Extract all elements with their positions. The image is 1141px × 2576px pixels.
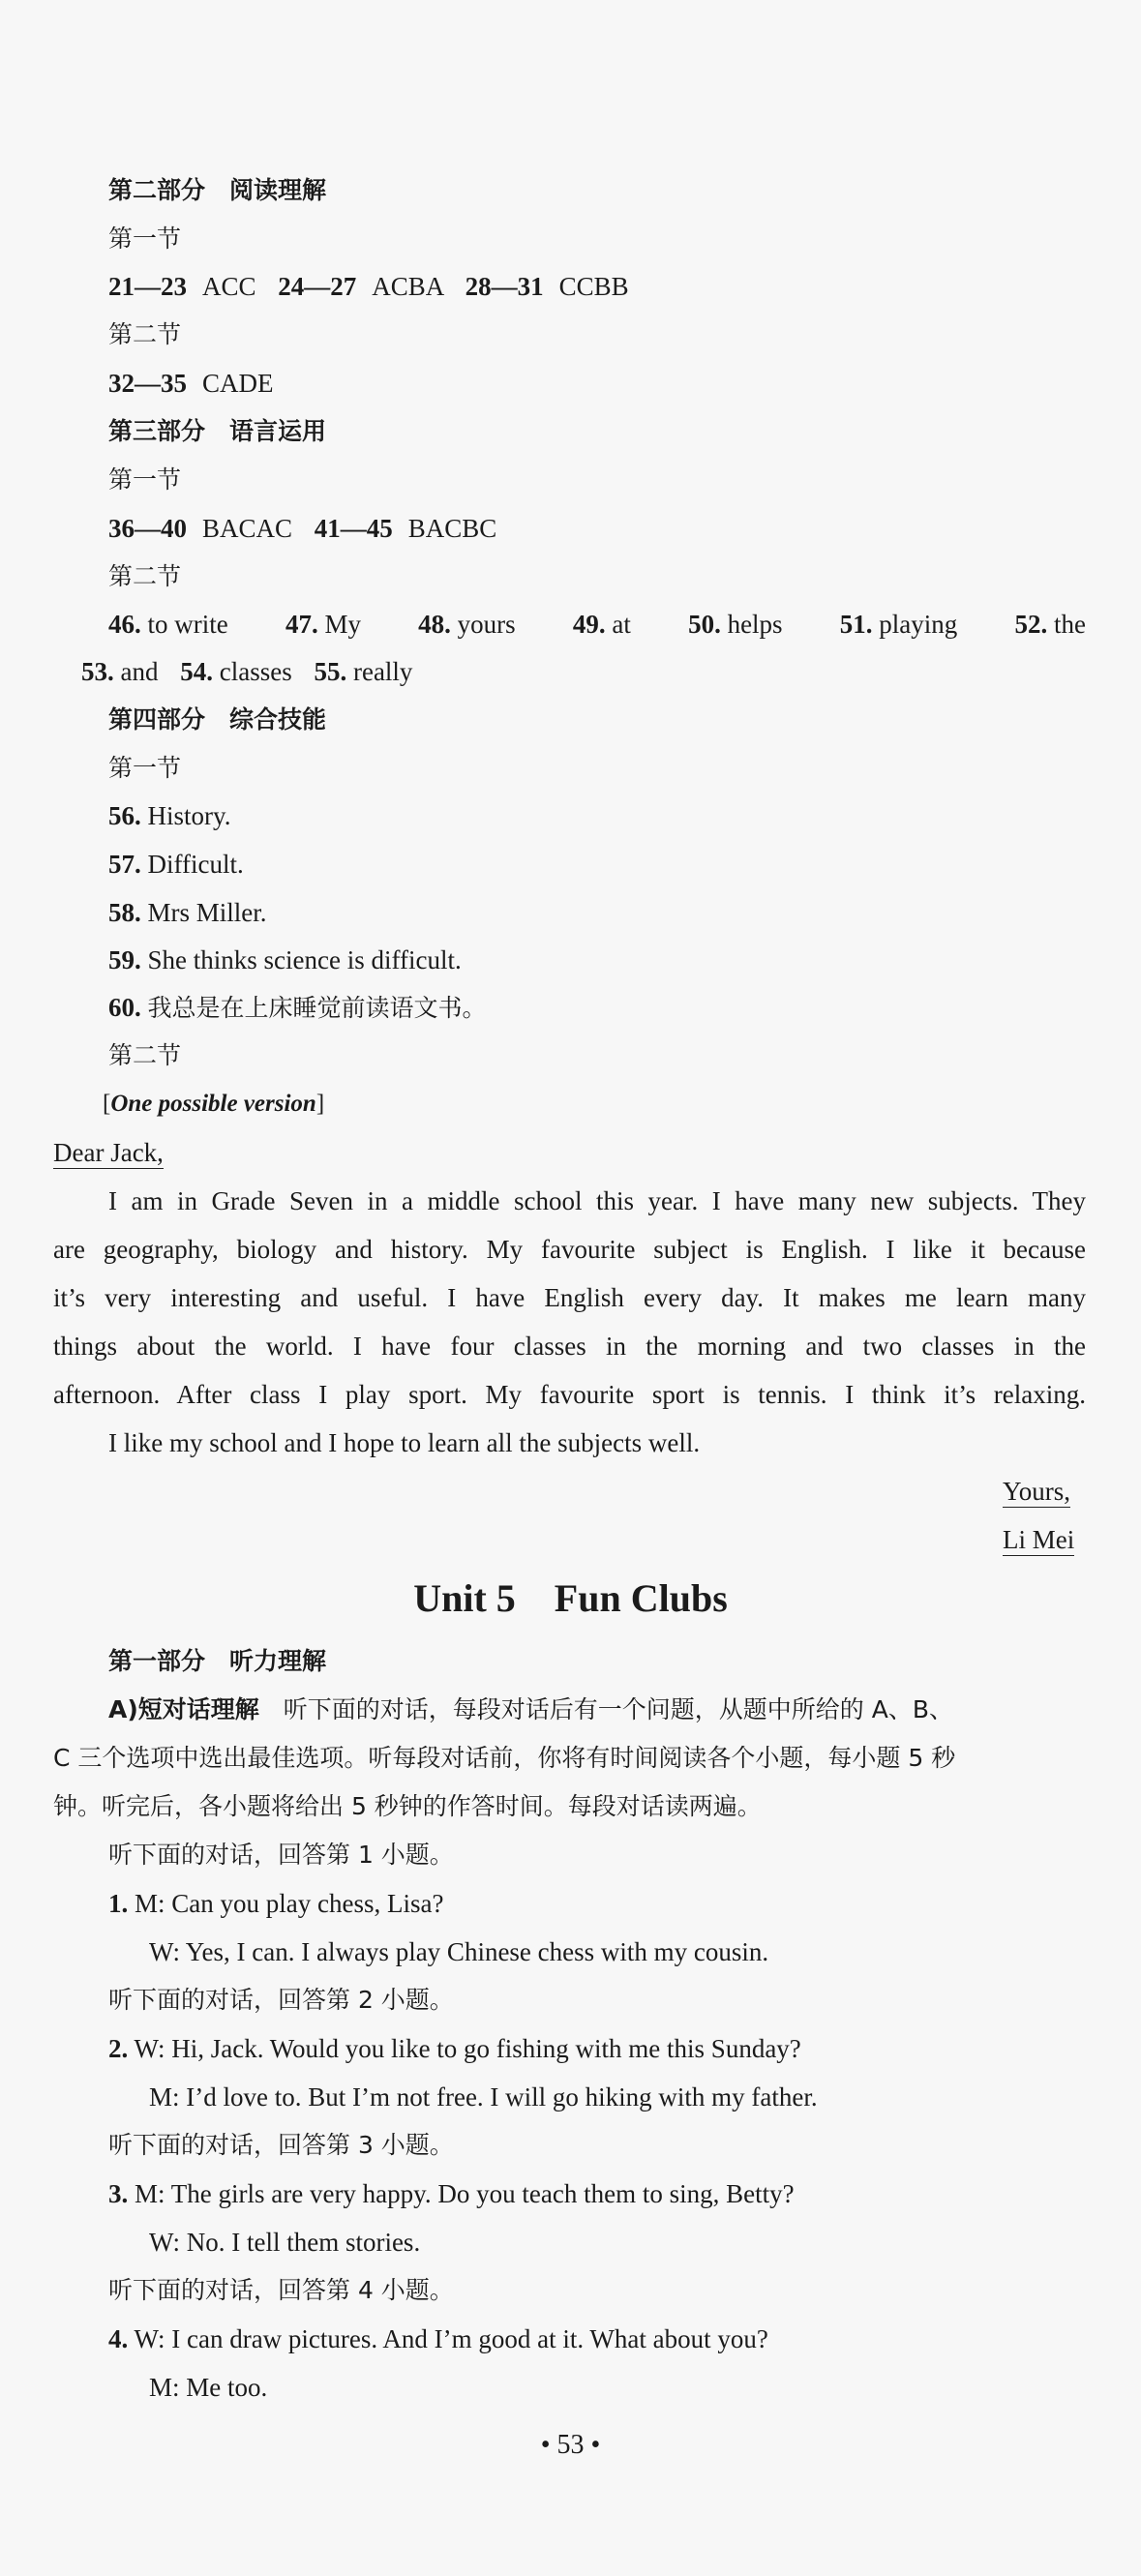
answer-item: 56. History. [108, 801, 231, 830]
dialog-intro: 听下面的对话，回答第 3 小题。 [108, 2131, 454, 2159]
instruction-line: 钟。听完后，各小题将给出 5 秒钟的作答时间。每段对话读两遍。 [53, 1792, 762, 1820]
letter-line: afternoon. After class I play sport. My favourite sport is tennis. I think it’s relaxing. [53, 1380, 1086, 1409]
part3-heading: 第三部分 语言运用 [108, 417, 327, 445]
answer-item: 59. She thinks science is difficult. [108, 945, 462, 974]
letter-line: things about the world. I have four classes in the morning and two classes in the [53, 1332, 1086, 1361]
answer-range: 28—31 [465, 272, 544, 301]
dialog-line: 4. W: I can draw pictures. And I’m good at it. What about you? [108, 2324, 768, 2353]
answer-value: CCBB [558, 272, 629, 301]
part2-heading: 第二部分 阅读理解 [108, 176, 327, 204]
letter-line: I am in Grade Seven in a middle school this year. I have many new subjects. They [108, 1186, 1086, 1215]
dialog-line: M: I’d love to. But I’m not free. I will go hiking with my father. [149, 2082, 818, 2112]
dialog-intro: 听下面的对话，回答第 1 小题。 [108, 1841, 454, 1869]
fill-item: 55. really [314, 657, 413, 686]
part3-fill-row1 [108, 608, 1086, 641]
fill-item: 50. helps [688, 610, 783, 639]
part2-section1: 第一节 [108, 225, 182, 253]
answer-value: ACBA [372, 272, 443, 301]
part4-section2: 第二节 [108, 1041, 182, 1069]
answer-range: 24—27 [278, 272, 357, 301]
fill-item: 46. to write [108, 610, 228, 639]
letter-closing: Yours, [1003, 1477, 1071, 1506]
fill-item: 54. classes [180, 657, 292, 686]
fill-item: 52. the [1014, 610, 1086, 639]
answer-value: ACC [202, 272, 256, 301]
letter-line: I like my school and I hope to learn all the subjects well. [108, 1428, 701, 1457]
dialog-intro: 听下面的对话，回答第 2 小题。 [108, 1986, 454, 2014]
letter-salutation: Dear Jack, [53, 1138, 164, 1167]
answer-value: BACBC [407, 514, 497, 543]
instruction-line: A)短对话理解 听下面的对话，每段对话后有一个问题，从题中所给的 A、B、 [108, 1695, 953, 1723]
unit-title: Unit 5 Fun Clubs [413, 1576, 728, 1620]
part3-section2: 第二节 [108, 562, 182, 590]
page-number: • 53 • [540, 2430, 601, 2460]
fill-item: 53. and [81, 657, 159, 686]
answer-range: 21—23 [108, 272, 187, 301]
dialog-line: 3. M: The girls are very happy. Do you teach them to sing, Betty? [108, 2179, 795, 2208]
part2-answers-row2 [108, 367, 274, 400]
fill-item: 49. at [572, 610, 631, 639]
unit-part1-heading: 第一部分 听力理解 [108, 1647, 327, 1675]
part3-fill-row2 [81, 655, 412, 688]
answer-item: 58. Mrs Miller. [108, 898, 267, 927]
part3-answers-row1 [108, 512, 496, 545]
dialog-line: W: Yes, I can. I always play Chinese chess with my cousin. [149, 1937, 769, 1966]
dialog-line: 2. W: Hi, Jack. Would you like to go fishing with me this Sunday? [108, 2034, 801, 2063]
answer-value: BACAC [202, 514, 293, 543]
fill-item: 47. My [285, 610, 361, 639]
dialog-intro: 听下面的对话，回答第 4 小题。 [108, 2276, 454, 2304]
answer-item: 60. 我总是在上床睡觉前读语文书。 [108, 993, 487, 1022]
part2-answers-row1 [108, 270, 629, 303]
answer-range: 36—40 [108, 514, 187, 543]
dialog-line: 1. M: Can you play chess, Lisa? [108, 1889, 444, 1918]
fill-item: 48. yours [418, 610, 516, 639]
part4-section1: 第一节 [108, 754, 182, 782]
answer-range: 32—35 [108, 369, 187, 398]
instruction-line: C 三个选项中选出最佳选项。听每段对话前，你将有时间阅读各个小题，每小题 5 秒 [53, 1744, 956, 1772]
dialog-line: M: Me too. [149, 2373, 268, 2402]
part2-section2: 第二节 [108, 320, 182, 348]
dialog-line: W: No. I tell them stories. [149, 2228, 421, 2257]
letter-signature: Li Mei [1003, 1525, 1075, 1554]
fill-item: 51. playing [839, 610, 958, 639]
letter-line: it’s very interesting and useful. I have English every day. It makes me learn many [53, 1283, 1086, 1312]
version-label: [One possible version] [103, 1091, 325, 1117]
answer-value: CADE [202, 369, 274, 398]
answer-item: 57. Difficult. [108, 850, 244, 879]
answer-range: 41—45 [314, 514, 393, 543]
part4-heading: 第四部分 综合技能 [108, 705, 327, 734]
letter-line: are geography, biology and history. My favourite subject is English. I like it because [53, 1235, 1086, 1264]
part3-section1: 第一节 [108, 465, 182, 494]
